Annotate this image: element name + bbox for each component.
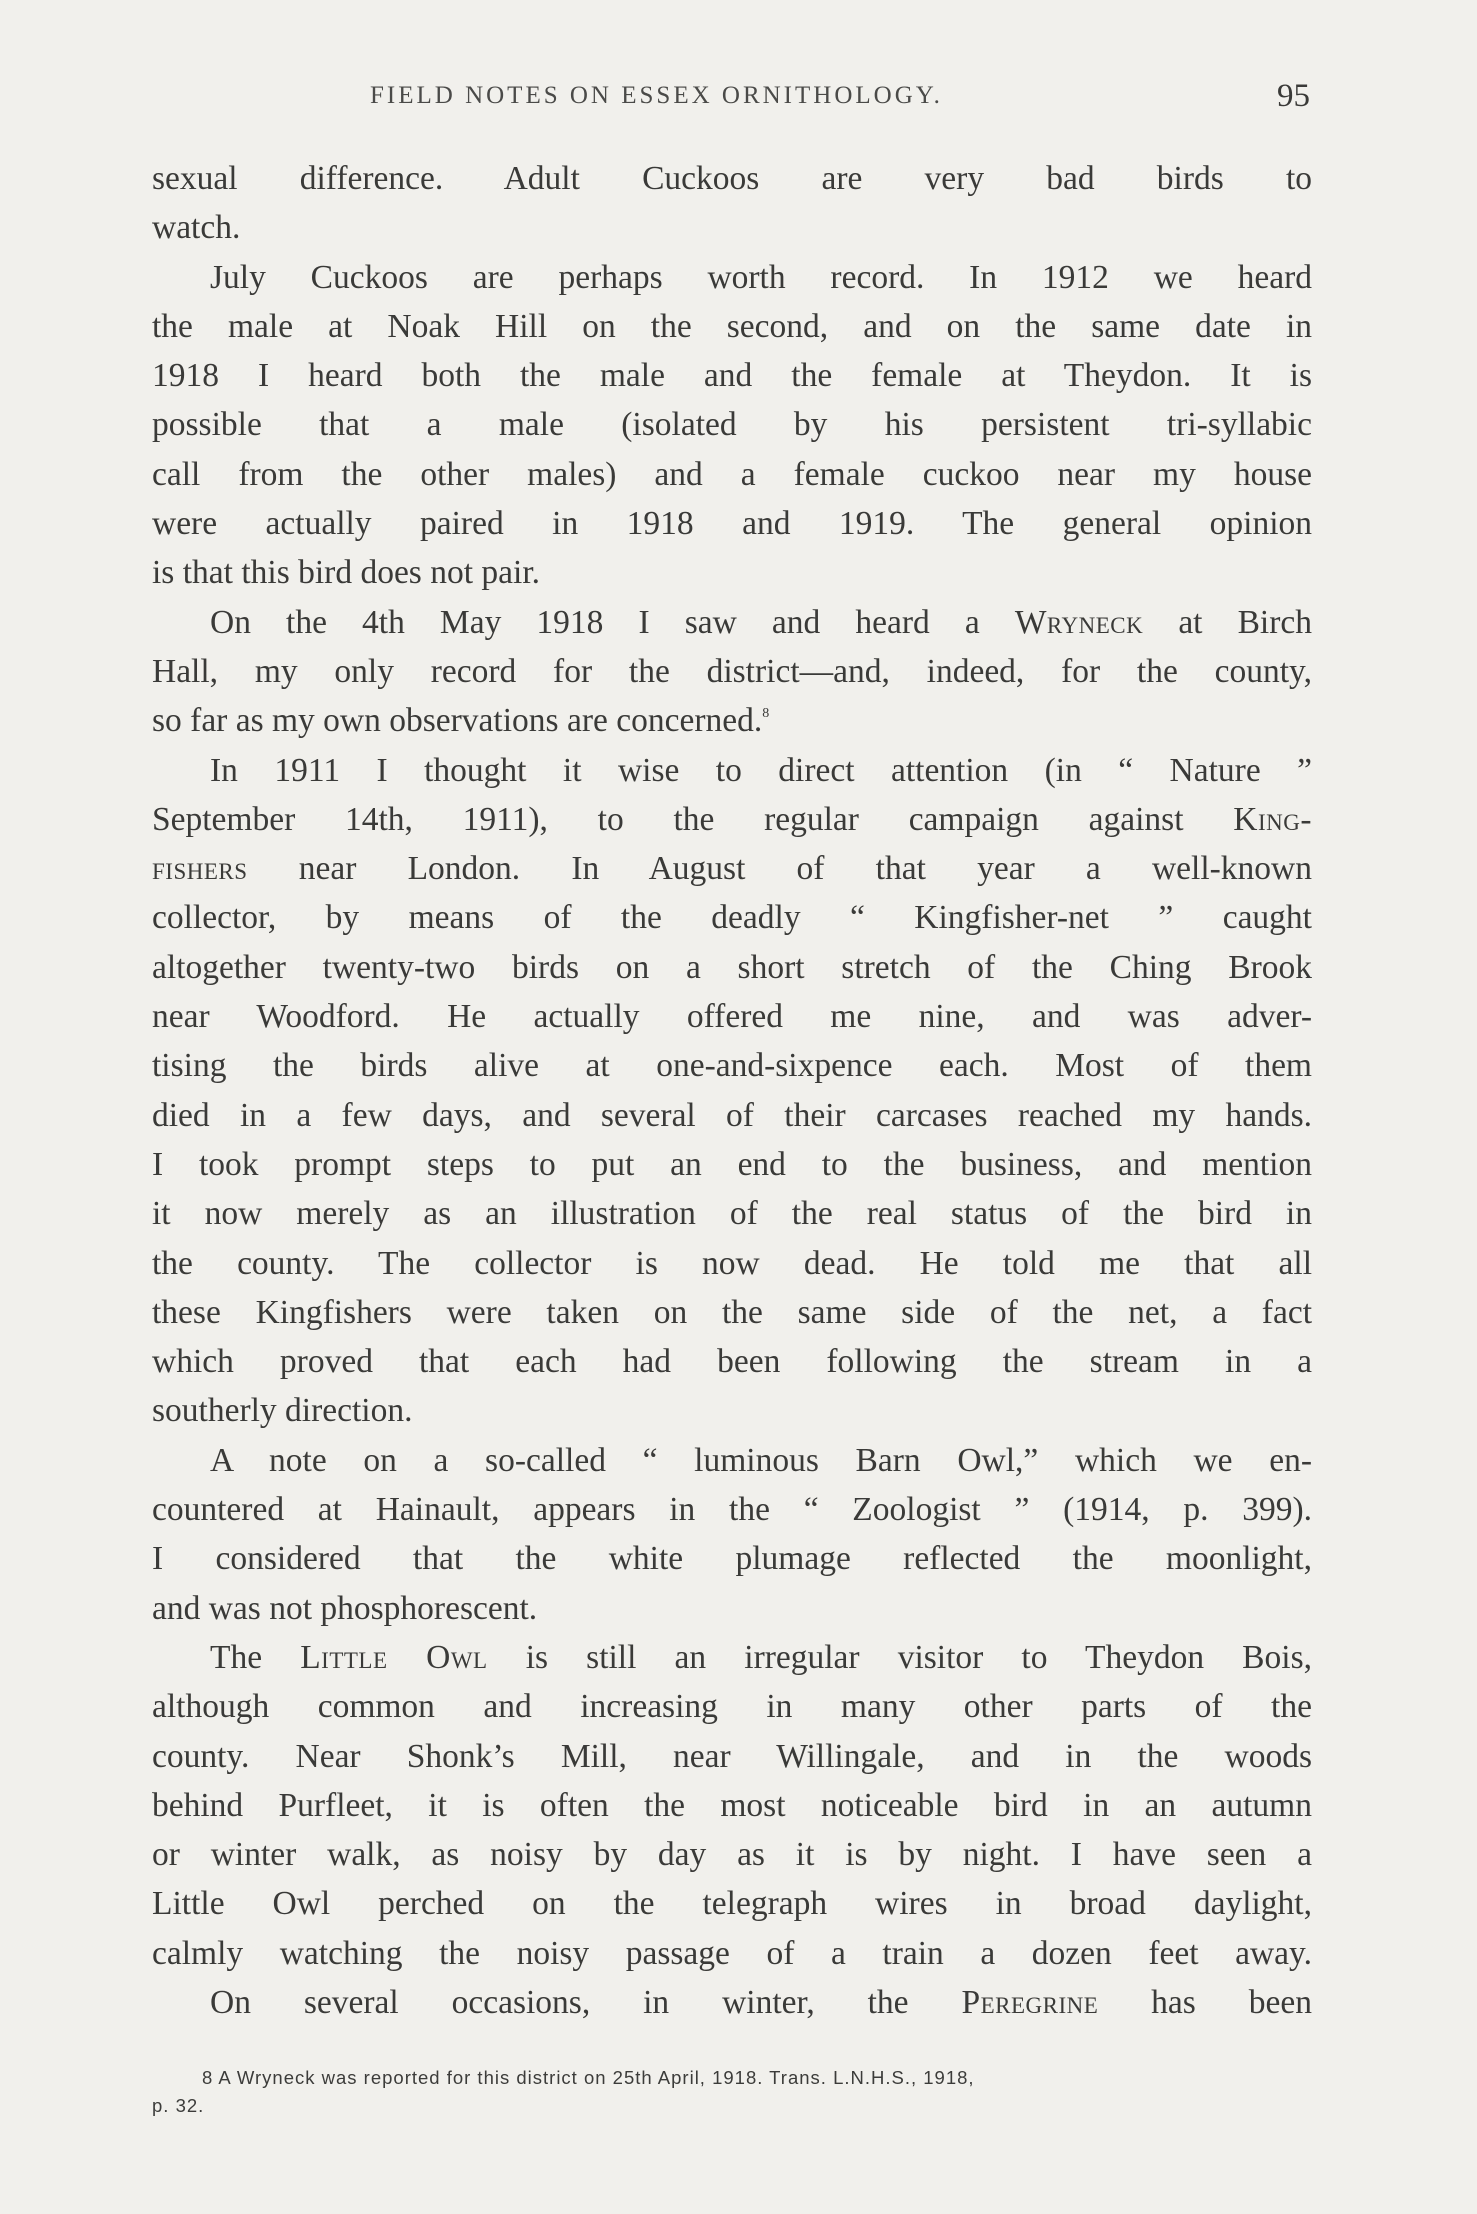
text-line: and was not phosphorescent.: [152, 1589, 538, 1627]
text-line: near Woodford. He actually offered me nine, and was adver-: [152, 998, 1312, 1036]
text-line: Hall, my only record for the district—and, indeed, for the county,: [152, 652, 1312, 690]
text-line: although common and increasing in many other parts of the: [152, 1688, 1312, 1726]
footnote-marker: 8: [762, 706, 770, 722]
text-line: On several occasions, in winter, the Peregrine has been: [210, 1983, 1312, 2021]
text-line: behind Purfleet, it is often the most noticeable bird in an autumn: [152, 1786, 1312, 1824]
text-line: so far as my own observations are concerned.$^8$: [152, 702, 770, 740]
text-line: fishers near London. In August of that year a well-known: [152, 850, 1312, 888]
text-line: July Cuckoos are perhaps worth record. In 1912 we heard: [210, 258, 1312, 296]
text-line: Little Owl perched on the telegraph wires in broad daylight,: [152, 1885, 1312, 1923]
text-line: watch.: [152, 209, 241, 247]
footnote-line: 8 A Wryneck was reported for this district on 25th April, 1918. Trans. L.N.H.S., 1918,: [202, 2067, 975, 2088]
text-line: sexual difference. Adult Cuckoos are very bad birds to: [152, 160, 1312, 197]
text-line: In 1911 I thought it wise to direct attention (in “ Nature ”: [210, 751, 1312, 789]
text-line: tising the birds alive at one-and-sixpence each. Most of them: [152, 1047, 1312, 1085]
text-line: were actually paired in 1918 and 1919. The general opinion: [152, 505, 1312, 543]
text-line: calmly watching the noisy passage of a train a dozen feet away.: [152, 1934, 1312, 1972]
text-line: or winter walk, as noisy by day as it is by night. I have seen a: [152, 1836, 1312, 1874]
footnote-line: p. 32.: [152, 2095, 205, 2116]
text-line: call from the other males) and a female cuckoo near my house: [152, 455, 1312, 493]
text-line: The Little Owl is still an irregular visitor to Theydon Bois,: [210, 1638, 1312, 1676]
text-line: collector, by means of the deadly “ Kingfisher-net ” caught: [152, 899, 1312, 937]
text-line: countered at Hainault, appears in the “ Zoologist ” (1914, p. 399).: [152, 1491, 1312, 1529]
bird-name: Little Owl: [300, 1638, 488, 1676]
text-line: I considered that the white plumage reflected the moonlight,: [152, 1540, 1312, 1578]
text-line: possible that a male (isolated by his persistent tri-syllabic: [152, 406, 1312, 444]
text-line: September 14th, 1911), to the regular campaign against King-: [152, 800, 1312, 838]
text-line: is that this bird does not pair.: [152, 554, 541, 592]
text-line: county. Near Shonk’s Mill, near Willingale, and in the woods: [152, 1737, 1312, 1775]
bird-name: Wryneck: [1014, 603, 1144, 641]
text-line: 1918 I heard both the male and the female at Theydon. It is: [152, 357, 1312, 395]
page-header: [150, 78, 1310, 128]
text-line: which proved that each had been following the stream in a: [152, 1343, 1312, 1381]
running-head: FIELD NOTES ON ESSEX ORNITHOLOGY.: [370, 82, 943, 109]
text-line: altogether twenty-two birds on a short stretch of the Ching Brook: [152, 948, 1312, 986]
text-line: these Kingfishers were taken on the same side of the net, a fact: [152, 1293, 1312, 1331]
bird-name: King-: [1233, 800, 1312, 838]
text-line: On the 4th May 1918 I saw and heard a Wryneck at Birch: [210, 603, 1313, 641]
text-line: A note on a so-called “ luminous Barn Owl,” which we en-: [210, 1441, 1312, 1479]
page-number: 95: [1277, 78, 1310, 114]
text-line: it now merely as an illustration of the real status of the bird in: [152, 1195, 1312, 1233]
text-line: died in a few days, and several of their carcases reached my hands.: [152, 1096, 1312, 1134]
text-line: the male at Noak Hill on the second, and on the same date in: [152, 307, 1312, 345]
bird-name: Peregrine: [961, 1983, 1099, 2021]
body-text: [152, 154, 1312, 2027]
footnote: [152, 2064, 1312, 2120]
text-line: I took prompt steps to put an end to the business, and mention: [152, 1145, 1312, 1183]
text-line: the county. The collector is now dead. He told me that all: [152, 1244, 1312, 1282]
text-line: southerly direction.: [152, 1392, 413, 1430]
bird-name: fishers: [152, 850, 248, 888]
